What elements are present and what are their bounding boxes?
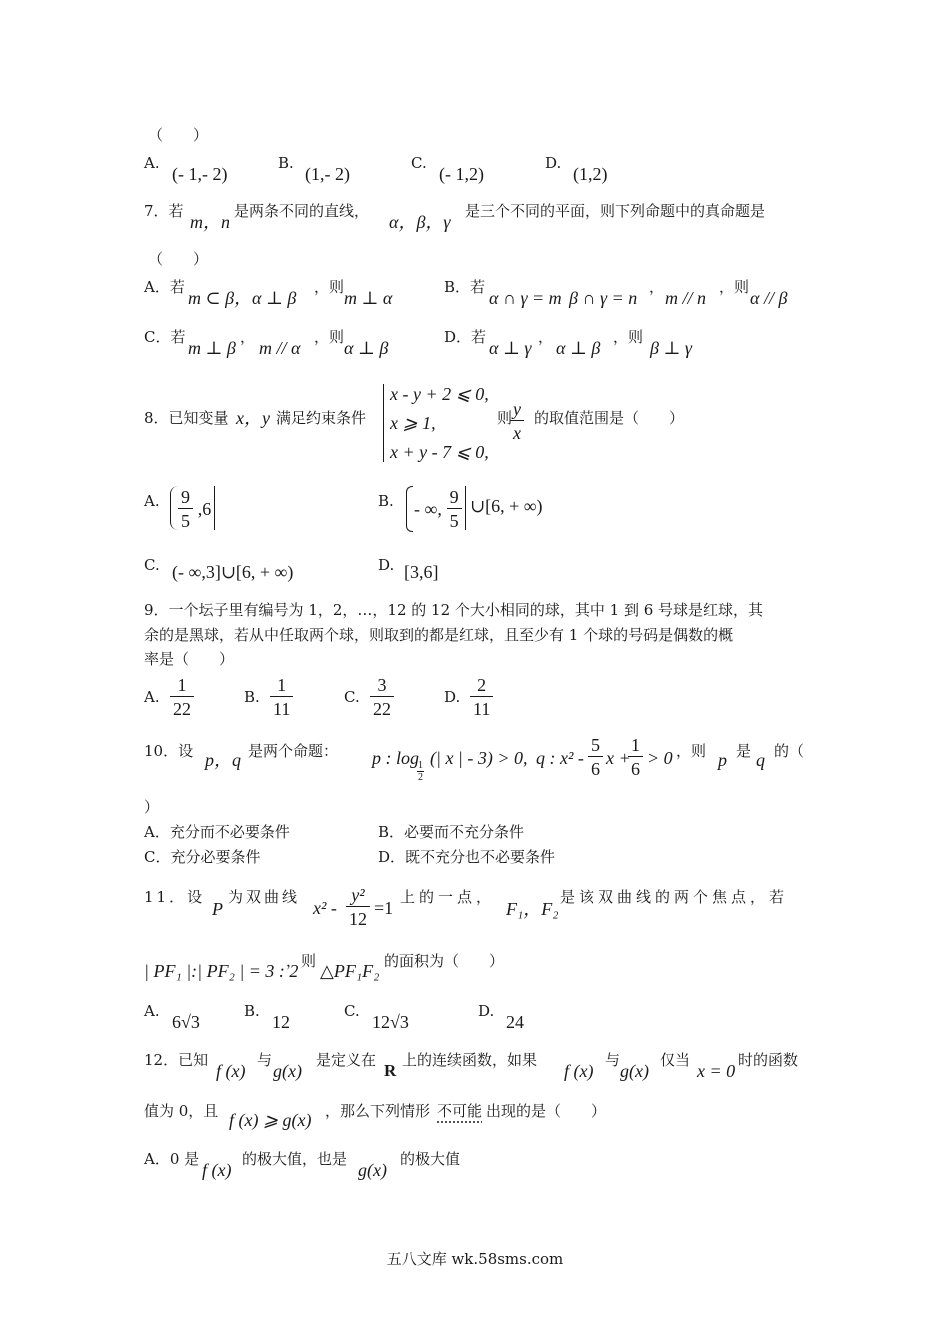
q6-option-c-value: (- 1,2): [439, 164, 484, 184]
q7-mn: m，n: [190, 212, 230, 232]
q11-eq-numerator: y²: [351, 885, 365, 905]
q9-line-3: 率是（ ）: [144, 650, 235, 668]
q12-text2-2: 与: [605, 1051, 621, 1069]
q6-option-a-label: A.: [144, 154, 160, 172]
q12-inequality: f (x) ⩾ g(x): [229, 1110, 312, 1130]
q11-ratio: | PF₁ |:| PF₂ | = 3 : 2: [144, 961, 299, 981]
q8-d-label: D.: [378, 556, 395, 574]
q10-option-d: D．既不充分也不必要条件: [378, 848, 556, 866]
q11-eq-fraction: [346, 886, 370, 928]
q10-q-expr2: x +: [606, 748, 631, 768]
q10-q: q: [756, 750, 765, 770]
q12-g-2: g(x): [620, 1061, 649, 1081]
q7-d-label: D．若: [444, 328, 487, 346]
q10-q-fraction1: [588, 736, 603, 778]
q12-text5: 仅当: [660, 1051, 691, 1069]
q8-a-tail: ,6: [197, 499, 212, 519]
q7-d-condition1: α ⊥ γ: [489, 338, 532, 358]
q10-text3: ，则: [676, 742, 707, 760]
q9-d-numerator: 2: [477, 675, 487, 695]
q8-a-label: A.: [144, 492, 160, 510]
q8-a-denominator: 5: [178, 508, 193, 530]
q7-c-comma: ，: [240, 328, 256, 346]
q12-a-text1: A．0 是: [144, 1150, 200, 1168]
q9-b-label: B.: [244, 688, 260, 706]
q8-text2: 满足约束条件: [276, 409, 367, 427]
q7-a-result: m ⊥ α: [344, 288, 393, 308]
q12-text1: 12．已知: [144, 1051, 209, 1069]
q10-option-a: A．充分而不必要条件: [144, 823, 290, 841]
q7-b-condition3: m // n: [665, 288, 707, 308]
q9-b-numerator: 1: [277, 675, 287, 695]
q10-q-numerator1: 5: [591, 735, 600, 755]
q9-c-numerator: 3: [377, 675, 387, 695]
q8-then: 则: [497, 409, 513, 427]
q8-ratio-fraction: [510, 400, 524, 442]
q8-a-numerator: 9: [181, 487, 190, 507]
q9-a-denominator: 22: [170, 696, 194, 718]
q7-d-result: β ⊥ γ: [650, 338, 692, 358]
q12-a-text2: 的极大值，也是: [242, 1150, 348, 1168]
q11-text2: 为双曲线: [228, 888, 301, 906]
q11-a-label: A.: [144, 1002, 160, 1020]
q9-c-denominator: 22: [370, 696, 394, 718]
q7-text2: 是三个不同的平面，则下列命题中的真命题是: [465, 202, 766, 220]
q7-number: 7．若: [144, 202, 184, 220]
q12-line2c: 出现的是（ ）: [486, 1102, 607, 1120]
q8-b-head: - ∞,: [414, 499, 442, 519]
q7-b-condition1: α ∩ γ = m: [489, 288, 562, 308]
q10-log-base-denominator: 2: [418, 772, 423, 783]
q8-text3: 的取值范围是（ ）: [534, 409, 685, 427]
q10-p-expr2: (| x | - 3) > 0,: [430, 748, 528, 768]
q8-constraint-brace: [383, 384, 384, 462]
q9-c-label: C.: [344, 688, 360, 706]
q9-b-denominator: 11: [270, 696, 293, 718]
q12-a-text3: 的极大值: [400, 1150, 461, 1168]
q8-b-label: B.: [378, 492, 394, 510]
q12-line2a: 值为 0，且: [144, 1102, 219, 1120]
q12-g: g(x): [273, 1061, 302, 1081]
q7-text1: 是两条不同的直线，: [234, 202, 370, 220]
q11-text4: 是该双曲线的两个焦点，若: [560, 888, 789, 906]
q11-b-label: B.: [244, 1002, 260, 1020]
q12-f-2: f (x): [564, 1061, 594, 1081]
q8-b-numerator: 9: [449, 487, 459, 507]
q12-text4: 上的连续函数，如果: [402, 1051, 538, 1069]
q11-text5: ，则: [286, 952, 317, 970]
q10-p-expr1: p : log: [372, 748, 419, 768]
q9-d-label: D.: [444, 688, 461, 706]
q12-line2b: ，那么下列情形: [325, 1102, 431, 1120]
q10-text4: 是: [736, 742, 752, 760]
q8-constraint-1: x - y + 2 ⩽ 0,: [390, 384, 489, 404]
q7-a-then: ，则: [314, 278, 345, 296]
q10-q-fraction2: [628, 736, 643, 778]
q11-d-label: D.: [478, 1002, 495, 1020]
q11-text6: 的面积为（ ）: [384, 952, 505, 970]
q7-c-result: α ⊥ β: [344, 338, 389, 358]
q12-a-g: g(x): [358, 1160, 387, 1180]
q11-a-value: 6√3: [172, 1012, 200, 1032]
q10-log-base-numerator: 1: [418, 760, 423, 771]
q8-b-denominator: 5: [447, 508, 462, 530]
q11-eq2: =1: [374, 898, 394, 918]
q6-option-b-value: (1,- 2): [305, 164, 350, 184]
q9-d-denominator: 11: [470, 696, 493, 718]
q6-option-d-label: D.: [545, 154, 562, 172]
q8-b-tail: ∪[6, + ∞): [470, 496, 543, 516]
q11-b-value: 12: [272, 1012, 290, 1032]
q11-text3: 上的一点，: [400, 888, 496, 906]
q11-P: P: [212, 899, 223, 919]
q12-text6: 时的函数: [738, 1051, 799, 1069]
q8-c-label: C.: [144, 556, 160, 574]
q9-d-fraction: [470, 676, 493, 718]
q10-q-denominator2: 6: [628, 756, 643, 778]
q6-option-b-label: B.: [278, 154, 294, 172]
q11-c-label: C.: [344, 1002, 360, 1020]
q8-a-right-bracket: [214, 486, 215, 530]
q10-option-c: C．充分必要条件: [144, 848, 261, 866]
q7-b-result: α // β: [750, 288, 788, 308]
q9-line-1: 9．一个坛子里有编号为 1，2，…，12 的 12 个大小相同的球，其中 1 到 6 号球是红球，其: [144, 601, 764, 619]
q10-q-numerator2: 1: [631, 735, 640, 755]
q7-a-condition: m ⊂ β，α ⊥ β: [188, 288, 297, 308]
q7-b-condition2: β ∩ γ = n: [569, 288, 638, 308]
q8-a-fraction: [178, 488, 193, 530]
q7-b-label: B．若: [444, 278, 486, 296]
q10-text5: 的（: [774, 742, 805, 760]
q10-option-b: B．必要而不充分条件: [378, 823, 525, 841]
q9-line-2: 余的是黑球，若从中任取两个球，则取到的都是红球，且至少有 1 个球的号码是偶数的概: [144, 626, 734, 644]
q10-q-denominator1: 6: [588, 756, 603, 778]
q8-ratio-numerator: y: [513, 399, 521, 419]
q9-b-fraction: [270, 676, 293, 718]
q8-constraint-3: x + y - 7 ⩽ 0,: [390, 442, 489, 462]
q9-c-fraction: [370, 676, 394, 718]
q8-b-left-paren: [406, 486, 413, 532]
q10-pq: p，q: [205, 750, 241, 770]
q11-text1: 11．设: [144, 888, 206, 906]
q10-p: p: [718, 750, 727, 770]
q11-c-value: 12√3: [372, 1012, 409, 1032]
q8-text1: 8．已知变量: [144, 409, 229, 427]
q9-a-fraction: [170, 676, 194, 718]
footer-watermark: 五八文库 wk.58sms.com: [386, 1250, 564, 1268]
q11-triangle: △PF₁F₂: [320, 961, 380, 981]
q7-a-label: A．若: [144, 278, 185, 296]
q7-d-then: ，则: [613, 328, 644, 346]
q11-eq-denominator: 12: [346, 906, 370, 928]
q8-variables: x，y: [236, 408, 270, 428]
q7-c-condition1: m ⊥ β: [188, 338, 236, 358]
q7-b-comma: ，: [649, 278, 665, 296]
q7-d-comma: ，: [538, 328, 554, 346]
q11-eq1: x² -: [313, 898, 337, 918]
q10-text2: 是两个命题：: [248, 742, 339, 760]
q8-b-fraction: [447, 488, 462, 530]
q7-c-then: ，则: [314, 328, 345, 346]
q10-log-base: [417, 761, 424, 783]
q8-d-value: [3,6]: [404, 562, 439, 582]
q7-paren: （ ）: [148, 250, 209, 268]
q6-option-a-value: (- 1,- 2): [172, 164, 228, 184]
q9-a-label: A.: [144, 688, 160, 706]
q6-option-d-value: (1,2): [573, 164, 608, 184]
q6-paren: （ ）: [148, 126, 209, 144]
q12-text2: 与: [257, 1051, 273, 1069]
q11-foci: F₁，F₂: [506, 899, 559, 919]
q11-d-value: 24: [506, 1012, 524, 1032]
q12-a-f: f (x): [202, 1160, 232, 1180]
q8-ratio-denominator: x: [510, 420, 524, 442]
q8-c-value: (- ∞,3]∪[6, + ∞): [172, 562, 294, 582]
q8-constraint-2: x ⩾ 1,: [390, 413, 436, 433]
q12-R: R: [384, 1061, 397, 1080]
q6-option-c-label: C.: [411, 154, 427, 172]
q10-text1: 10．设: [144, 742, 194, 760]
q9-a-numerator: 1: [177, 675, 187, 695]
q12-x0: x = 0: [697, 1061, 736, 1081]
q7-c-condition2: m // α: [259, 338, 301, 358]
q12-f: f (x): [216, 1061, 246, 1081]
q7-planes: α，β，γ: [389, 212, 451, 232]
q10-q-expr1: q : x² -: [536, 748, 584, 768]
q10-q-expr3: > 0: [647, 748, 673, 768]
q7-c-label: C．若: [144, 328, 186, 346]
q12-emphasis: 不可能: [437, 1102, 483, 1120]
q12-text3: 是定义在: [316, 1051, 377, 1069]
q10-close-paren: ）: [144, 798, 160, 816]
q7-b-then: ，则: [719, 278, 750, 296]
q7-d-condition2: α ⊥ β: [556, 338, 601, 358]
q8-b-right-bracket: [465, 486, 466, 530]
